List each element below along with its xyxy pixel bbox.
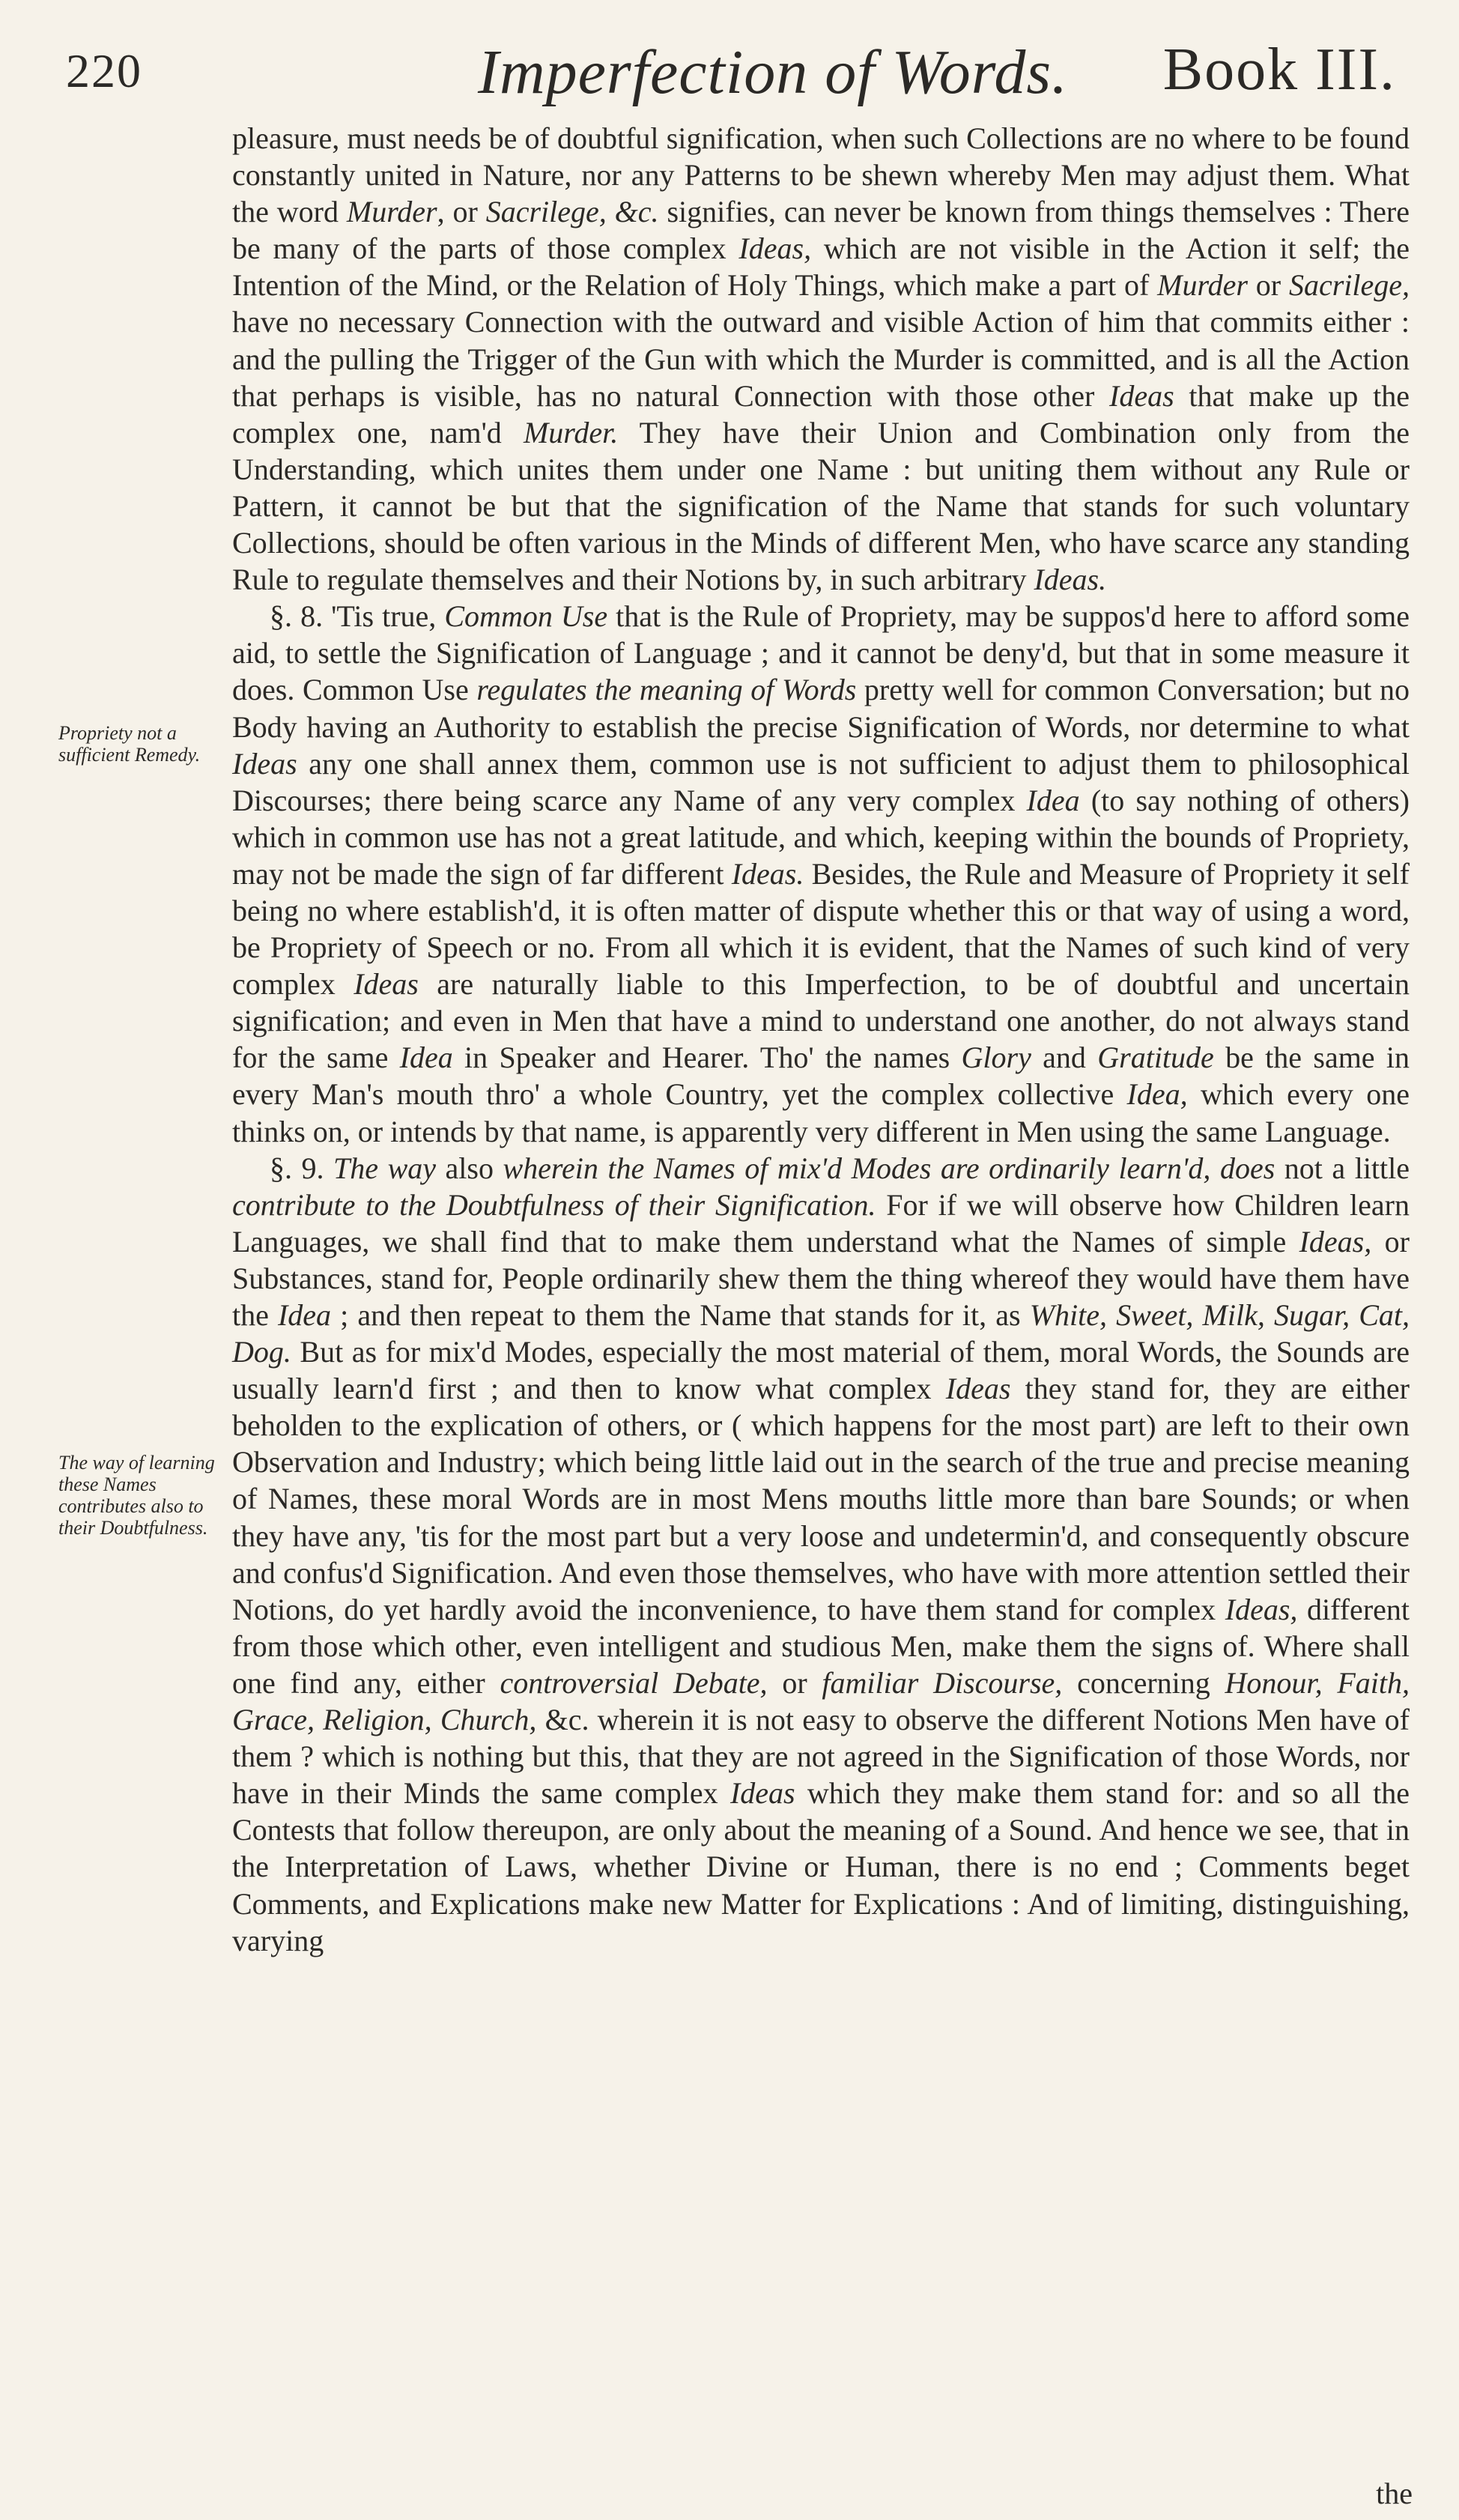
marginal-note-propriety: Propriety not a sufficient Remedy. [58, 722, 201, 766]
italic-text: Idea [277, 1298, 332, 1332]
text-run: or [1247, 268, 1289, 303]
italic-text: Murder [1157, 268, 1248, 303]
page-header [66, 30, 1414, 112]
italic-text: Glory [961, 1041, 1031, 1075]
italic-text: Sacrilege, [1288, 268, 1410, 303]
italic-text: Ideas. [1034, 563, 1107, 597]
text-run: &c. wherein it is not easy to observe the different Notions Men have of them ? which is nothing but this, that they are not agreed in the Signification of those Words, nor have in their Minds the same complex [232, 1703, 1410, 1811]
italic-text: Idea, [1126, 1077, 1188, 1112]
text-run: or Substances, stand for, People ordinarily shew them the thing whereof they would have them have the [232, 1224, 1410, 1332]
text-run: not a little [1275, 1151, 1410, 1185]
italic-text: Honour, Faith, Grace, Religion, Church, [232, 1665, 1410, 1737]
text-run: are naturally liable to this Imperfection, to be of doubtful and uncertain signification; and even in Men that have a mind to understand one another, do not always stand for the same [232, 967, 1410, 1075]
italic-text: White, Sweet, Milk, Sugar, Cat, Dog. [232, 1298, 1410, 1369]
text-run: they stand for, they are either beholden to the explication of others, or ( which happens for the most part) are left to their own Observation and Industry; which being little laid out in the search of the true and precise meaning of Names, these moral Words are in most Mens mouths little more than bare Sounds; or when they have any, 'tis for the most part but a very loose and undetermin'd, and consequently obscure and confus'd Signification. And even those themselves, who have with more attention settled their Notions, do yet hardly avoid the inconvenience, to have them stand for complex [232, 1372, 1410, 1626]
italic-text: Ideas, [1299, 1224, 1372, 1259]
italic-text: Sacrilege, &c. [485, 195, 659, 229]
italic-text: Idea [399, 1041, 453, 1075]
italic-text: The way [333, 1151, 437, 1185]
text-run: which they make them stand for: and so all the Contests that follow thereupon, are only about the meaning of a Sound. And hence we see, that in the Interpretation of Laws, whether Divine or Human, there is no end ; Comments beget Comments, and Explications make new Matter for Explications : And of limiting, distinguishing, varying [232, 1776, 1410, 1957]
catchword: the [1376, 2477, 1413, 2510]
text-run: that make up the complex one, nam'd [232, 378, 1410, 449]
text-run: concerning [1062, 1665, 1225, 1700]
italic-text: Ideas. [731, 856, 804, 891]
italic-text: Ideas [232, 746, 297, 781]
text-run: and [1031, 1041, 1098, 1075]
text-run: that is the Rule of Propriety, may be suppos'd here to afford some aid, to settle the Signification of Language ; and it cannot be deny'd, but that in some measure it does. Common Use [232, 599, 1410, 707]
text-run: But as for mix'd Modes, especially the most material of them, moral Words, the Sounds are usually learn'd first ; and then to know what complex [232, 1335, 1410, 1406]
text-run: signifies, can never be known from things themselves : There be many of the parts of those complex [232, 195, 1410, 266]
text-run: or [767, 1665, 822, 1700]
text-run: which every one thinks on, or intends by that name, is apparently very different in Men using the same Language. [232, 1077, 1410, 1148]
italic-text: Ideas, [1225, 1592, 1298, 1626]
text-run: (to say nothing of others) which in common use has not a great latitude, and which, keeping within the bounds of Propriety, may not be made the sign of far different [232, 783, 1410, 891]
italic-text: Ideas [730, 1776, 795, 1811]
italic-text: regulates the meaning of Words [476, 673, 857, 707]
italic-text: wherein the Names of mix'd Modes are ordinarily learn'd, does [503, 1151, 1276, 1185]
italic-text: Murder [346, 195, 437, 229]
italic-text: Ideas, [738, 231, 812, 266]
italic-text: Common Use [444, 599, 608, 634]
text-run: , or [437, 195, 486, 229]
italic-text: Murder. [523, 415, 619, 449]
text-run: §. 9. [270, 1151, 334, 1185]
page-number: 220 [66, 44, 142, 97]
text-run: Besides, the Rule and Measure of Propriety it self being no where establish'd, it is often matter of dispute whether this or that way of using a word, be Propriety of Speech or no. From all which it is evident, that the Names of such kind of very complex [232, 856, 1410, 1002]
italic-text: Idea [1026, 783, 1080, 817]
italic-text: Ideas [354, 967, 419, 1002]
body-text [232, 120, 1410, 1959]
running-title: Imperfection of Words. [478, 37, 1069, 107]
paragraph [232, 1150, 1410, 1959]
text-run: which are not visible in the Action it self; the Intention of the Mind, or the Relation of Holy Things, which make a part of [232, 231, 1410, 303]
italic-text: familiar Discourse, [822, 1665, 1063, 1700]
text-run: also [436, 1151, 503, 1185]
book-number: Book III. [1162, 37, 1396, 103]
italic-text: Gratitude [1097, 1041, 1214, 1075]
paragraph [232, 120, 1410, 598]
italic-text: Ideas [1109, 378, 1174, 413]
italic-text: contribute to the Doubtfulness of their Signification. [232, 1187, 876, 1222]
text-run: They have their Union and Combination only from the Understanding, which unites them under one Name : but uniting them without any Rule or Pattern, it cannot be but that the signification of the Name that stands for such voluntary Collections, should be often various in the Minds of different Men, who have scarce any standing Rule to regulate themselves and their Notions by, in such arbitrary [232, 415, 1410, 597]
paragraph [232, 598, 1410, 1149]
text-run: have no necessary Connection with the outward and visible Action of him that commits either : and the pulling the Trigger of the Gun with which the Murder is committed, and is all the Action that perhaps is visible, has no natural Connection with those other [232, 305, 1410, 413]
text-run: pretty well for common Conversation; but no Body having an Authority to establish the precise Signification of Words, nor determine to what [232, 673, 1410, 744]
italic-text: controversial Debate, [500, 1665, 768, 1700]
text-run: pleasure, must needs be of doubtful signification, when such Collections are no where to be found constantly united in Nature, nor any Patterns to be shewn whereby Men may adjust them. What the word [232, 121, 1410, 229]
text-run: §. 8. 'Tis true, [270, 599, 445, 634]
text-run: ; and then repeat to them the Name that stands for it, as [331, 1298, 1030, 1332]
text-run: be the same in every Man's mouth thro' a whole Country, yet the complex collective [232, 1041, 1410, 1112]
text-run: different from those which other, even intelligent and studious Men, make them the signs of. Where shall one find any, either [232, 1592, 1410, 1700]
text-run: any one shall annex them, common use is not sufficient to adjust them to philosophical Discourses; there being scarce any Name of any very complex [232, 746, 1410, 817]
marginal-note-learning: The way of learning these Names contributes also to their Doubtfulness. [58, 1452, 215, 1539]
text-run: in Speaker and Hearer. Tho' the names [452, 1041, 962, 1075]
text-run: For if we will observe how Children learn Languages, we shall find that to make them understand what the Names of simple [232, 1187, 1410, 1259]
italic-text: Ideas [945, 1372, 1011, 1406]
